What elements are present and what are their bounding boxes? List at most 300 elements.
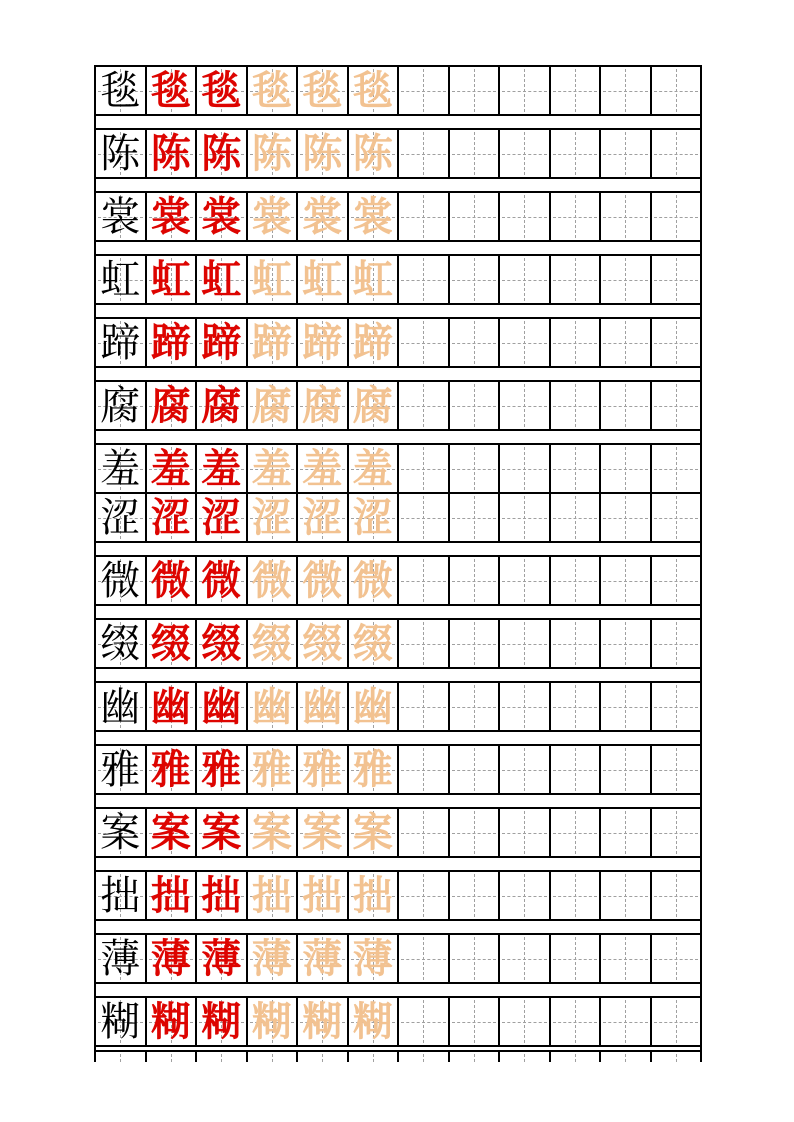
practice-cell-empty — [601, 998, 650, 1045]
practice-cell-empty — [551, 620, 600, 667]
practice-cell-empty — [652, 256, 701, 303]
practice-cell-empty — [601, 256, 650, 303]
practice-cell-model — [96, 67, 145, 114]
practice-cell-copy — [147, 872, 196, 919]
character-glyph-copy: 蹄 — [201, 319, 242, 365]
practice-cell-copy — [197, 809, 246, 856]
practice-cell-empty — [601, 809, 650, 856]
practice-cell-empty — [601, 193, 650, 240]
practice-row — [96, 67, 700, 114]
character-glyph-model: 裳 — [100, 193, 141, 239]
practice-cell-trace — [298, 494, 347, 541]
practice-cell-empty — [500, 319, 549, 366]
character-glyph-trace: 缀 — [251, 620, 292, 666]
practice-cell-empty — [399, 935, 448, 982]
row-separator-band — [96, 606, 700, 618]
character-glyph-copy: 毯 — [201, 67, 242, 113]
practice-cell-empty — [601, 1052, 650, 1062]
practice-cell-empty — [399, 809, 448, 856]
row-separator-band — [96, 116, 700, 128]
character-glyph-copy: 幽 — [201, 683, 242, 729]
character-glyph-copy: 幽 — [150, 683, 191, 729]
practice-cell-empty — [551, 319, 600, 366]
practice-cell-model — [96, 620, 145, 667]
character-glyph-copy: 雅 — [150, 746, 191, 792]
character-glyph-trace: 陈 — [352, 130, 393, 176]
row-separator-band — [96, 368, 700, 380]
character-glyph-trace: 裳 — [352, 193, 393, 239]
practice-cell-copy — [147, 935, 196, 982]
practice-cell-trace — [248, 445, 297, 492]
practice-cell-trace — [248, 256, 297, 303]
practice-cell-empty — [399, 67, 448, 114]
practice-cell-empty — [147, 1052, 196, 1062]
practice-cell-empty — [500, 620, 549, 667]
practice-cell-model — [96, 193, 145, 240]
practice-cell-model — [96, 935, 145, 982]
practice-cell-copy — [197, 130, 246, 177]
practice-cell-empty — [551, 256, 600, 303]
practice-cell-trace — [298, 872, 347, 919]
character-glyph-trace: 案 — [302, 809, 343, 855]
practice-cell-copy — [147, 620, 196, 667]
practice-cell-empty — [601, 382, 650, 429]
practice-row — [96, 935, 700, 982]
character-glyph-trace: 虹 — [251, 256, 292, 302]
character-glyph-trace: 拙 — [352, 872, 393, 918]
practice-cell-empty — [601, 67, 650, 114]
practice-cell-copy — [197, 319, 246, 366]
practice-cell-empty — [450, 935, 499, 982]
character-glyph-copy: 腐 — [201, 382, 242, 428]
practice-cell-trace — [298, 445, 347, 492]
practice-cell-copy — [147, 130, 196, 177]
character-glyph-trace: 雅 — [302, 746, 343, 792]
practice-cell-empty — [399, 683, 448, 730]
practice-cell-trace — [349, 445, 398, 492]
character-glyph-copy: 裳 — [201, 193, 242, 239]
practice-cell-copy — [147, 809, 196, 856]
practice-cell-copy — [197, 67, 246, 114]
practice-cell-model — [96, 256, 145, 303]
practice-cell-trace — [298, 620, 347, 667]
practice-cell-empty — [551, 683, 600, 730]
practice-cell-empty — [500, 382, 549, 429]
practice-cell-empty — [551, 382, 600, 429]
practice-cell-empty — [652, 494, 701, 541]
character-glyph-copy: 微 — [201, 557, 242, 603]
practice-cell-empty — [601, 557, 650, 604]
practice-cell-model — [96, 872, 145, 919]
practice-cell-trace — [248, 130, 297, 177]
practice-cell-trace — [298, 809, 347, 856]
character-glyph-model: 案 — [100, 809, 141, 855]
practice-cell-copy — [147, 256, 196, 303]
character-glyph-copy: 薄 — [201, 935, 242, 981]
character-glyph-model: 虹 — [100, 256, 141, 302]
row-separator-band — [96, 732, 700, 744]
practice-row — [96, 620, 700, 667]
character-glyph-copy: 涩 — [201, 494, 242, 540]
character-glyph-copy: 涩 — [150, 494, 191, 540]
practice-cell-empty — [601, 494, 650, 541]
character-glyph-trace: 虹 — [352, 256, 393, 302]
practice-cell-copy — [197, 193, 246, 240]
practice-cell-copy — [147, 319, 196, 366]
practice-cell-empty — [652, 445, 701, 492]
practice-cell-empty — [500, 193, 549, 240]
practice-cell-trace — [248, 494, 297, 541]
practice-cell-copy — [197, 935, 246, 982]
practice-cell-trace — [298, 683, 347, 730]
practice-cell-empty — [450, 998, 499, 1045]
practice-cell-empty — [601, 620, 650, 667]
practice-cell-copy — [197, 872, 246, 919]
practice-cell-empty — [652, 557, 701, 604]
practice-cell-trace — [248, 193, 297, 240]
row-separator-band — [96, 669, 700, 681]
practice-cell-trace — [248, 872, 297, 919]
practice-cell-model — [96, 319, 145, 366]
character-glyph-copy: 蹄 — [150, 319, 191, 365]
character-glyph-model: 糊 — [100, 998, 141, 1044]
character-glyph-trace: 微 — [302, 557, 343, 603]
character-glyph-trace: 薄 — [352, 935, 393, 981]
character-glyph-trace: 涩 — [302, 494, 343, 540]
practice-cell-trace — [349, 809, 398, 856]
row-separator-band — [96, 305, 700, 317]
practice-cell-empty — [450, 445, 499, 492]
practice-cell-trace — [349, 935, 398, 982]
practice-cell-empty — [551, 494, 600, 541]
row-separator-band — [96, 242, 700, 254]
practice-cell-empty — [601, 872, 650, 919]
character-glyph-copy: 毯 — [150, 67, 191, 113]
practice-cell-trace — [349, 998, 398, 1045]
character-glyph-model: 陈 — [100, 130, 141, 176]
character-glyph-trace: 幽 — [251, 683, 292, 729]
character-glyph-trace: 蹄 — [302, 319, 343, 365]
practice-row — [96, 998, 700, 1045]
practice-cell-copy — [197, 445, 246, 492]
character-glyph-trace: 毯 — [302, 67, 343, 113]
character-glyph-copy: 羞 — [201, 445, 242, 491]
practice-cell-copy — [147, 998, 196, 1045]
character-glyph-copy: 拙 — [150, 872, 191, 918]
character-glyph-trace: 羞 — [251, 445, 292, 491]
practice-cell-empty — [551, 130, 600, 177]
practice-cell-trace — [248, 935, 297, 982]
practice-cell-empty — [399, 746, 448, 793]
character-glyph-copy: 雅 — [201, 746, 242, 792]
practice-cell-empty — [450, 1052, 499, 1062]
practice-cell-empty — [399, 872, 448, 919]
character-glyph-copy: 缀 — [201, 620, 242, 666]
practice-row — [96, 319, 700, 366]
row-separator-band — [96, 543, 700, 555]
character-glyph-trace: 拙 — [302, 872, 343, 918]
practice-cell-empty — [500, 683, 549, 730]
practice-cell-trace — [248, 809, 297, 856]
practice-cell-empty — [652, 620, 701, 667]
practice-cell-empty — [551, 1052, 600, 1062]
character-glyph-copy: 薄 — [150, 935, 191, 981]
practice-cell-empty — [500, 998, 549, 1045]
character-glyph-trace: 幽 — [302, 683, 343, 729]
character-glyph-trace: 毯 — [251, 67, 292, 113]
character-glyph-copy: 裳 — [150, 193, 191, 239]
practice-cell-trace — [349, 130, 398, 177]
practice-cell-empty — [500, 935, 549, 982]
character-glyph-model: 薄 — [100, 935, 141, 981]
practice-cell-empty — [551, 193, 600, 240]
practice-cell-trace — [248, 683, 297, 730]
practice-row — [96, 557, 700, 604]
practice-cell-trace — [349, 494, 398, 541]
practice-cell-empty — [450, 67, 499, 114]
row-separator-band — [96, 179, 700, 191]
practice-cell-empty — [601, 445, 650, 492]
practice-cell-empty — [298, 1052, 347, 1062]
character-glyph-copy: 缀 — [150, 620, 191, 666]
practice-cell-empty — [652, 872, 701, 919]
practice-cell-model — [96, 809, 145, 856]
character-glyph-trace: 缀 — [302, 620, 343, 666]
practice-cell-empty — [601, 319, 650, 366]
practice-cell-copy — [197, 998, 246, 1045]
character-glyph-copy: 虹 — [150, 256, 191, 302]
character-glyph-trace: 腐 — [251, 382, 292, 428]
practice-cell-empty — [450, 130, 499, 177]
practice-cell-trace — [349, 683, 398, 730]
practice-cell-empty — [601, 130, 650, 177]
practice-cell-trace — [298, 746, 347, 793]
practice-row — [96, 809, 700, 856]
character-glyph-trace: 雅 — [352, 746, 393, 792]
practice-grid — [94, 65, 702, 1062]
practice-cell-empty — [248, 1052, 297, 1062]
character-glyph-model: 腐 — [100, 382, 141, 428]
practice-cell-empty — [652, 683, 701, 730]
practice-row — [96, 193, 700, 240]
practice-cell-trace — [349, 67, 398, 114]
practice-cell-empty — [652, 193, 701, 240]
character-glyph-trace: 陈 — [251, 130, 292, 176]
character-glyph-trace: 薄 — [251, 935, 292, 981]
practice-cell-empty — [197, 1052, 246, 1062]
character-glyph-copy: 案 — [201, 809, 242, 855]
practice-cell-model — [96, 683, 145, 730]
practice-cell-empty — [551, 872, 600, 919]
practice-row — [96, 494, 700, 541]
character-glyph-trace: 涩 — [352, 494, 393, 540]
character-glyph-copy: 微 — [150, 557, 191, 603]
practice-cell-copy — [197, 382, 246, 429]
practice-cell-empty — [601, 746, 650, 793]
practice-cell-empty — [652, 130, 701, 177]
practice-cell-copy — [147, 445, 196, 492]
practice-cell-copy — [147, 382, 196, 429]
character-glyph-model: 羞 — [100, 445, 141, 491]
row-separator-band — [96, 858, 700, 870]
practice-cell-trace — [298, 193, 347, 240]
character-glyph-model: 微 — [100, 557, 141, 603]
character-glyph-copy: 拙 — [201, 872, 242, 918]
character-glyph-trace: 幽 — [352, 683, 393, 729]
practice-cell-copy — [197, 557, 246, 604]
practice-cell-empty — [450, 193, 499, 240]
practice-sheet — [94, 65, 702, 1062]
practice-row — [96, 256, 700, 303]
practice-cell-empty — [450, 382, 499, 429]
practice-cell-empty — [450, 809, 499, 856]
character-glyph-copy: 陈 — [150, 130, 191, 176]
practice-cell-trace — [248, 319, 297, 366]
practice-cell-empty — [450, 557, 499, 604]
practice-cell-copy — [147, 746, 196, 793]
practice-cell-copy — [197, 620, 246, 667]
practice-cell-empty — [500, 872, 549, 919]
practice-cell-empty — [652, 1052, 701, 1062]
practice-cell-empty — [652, 382, 701, 429]
practice-cell-empty — [96, 1052, 145, 1062]
practice-cell-trace — [248, 67, 297, 114]
character-glyph-trace: 裳 — [302, 193, 343, 239]
practice-cell-empty — [500, 445, 549, 492]
practice-cell-empty — [551, 445, 600, 492]
practice-cell-empty — [500, 1052, 549, 1062]
practice-cell-trace — [298, 319, 347, 366]
character-glyph-trace: 毯 — [352, 67, 393, 113]
practice-cell-empty — [450, 494, 499, 541]
practice-cell-empty — [652, 998, 701, 1045]
practice-cell-copy — [147, 494, 196, 541]
practice-cell-empty — [450, 683, 499, 730]
practice-row — [96, 683, 700, 730]
character-glyph-trace: 裳 — [251, 193, 292, 239]
practice-cell-model — [96, 130, 145, 177]
row-separator-band — [96, 795, 700, 807]
practice-cell-empty — [399, 445, 448, 492]
practice-cell-copy — [147, 557, 196, 604]
practice-cell-trace — [349, 620, 398, 667]
character-glyph-copy: 腐 — [150, 382, 191, 428]
practice-cell-empty — [450, 746, 499, 793]
character-glyph-model: 幽 — [100, 683, 141, 729]
practice-cell-trace — [298, 557, 347, 604]
practice-row — [96, 872, 700, 919]
practice-cell-trace — [349, 557, 398, 604]
practice-cell-trace — [298, 382, 347, 429]
practice-cell-model — [96, 494, 145, 541]
practice-row — [96, 746, 700, 793]
character-glyph-model: 缀 — [100, 620, 141, 666]
row-separator-band — [96, 984, 700, 996]
practice-cell-trace — [349, 256, 398, 303]
practice-cell-copy — [147, 683, 196, 730]
practice-row — [96, 382, 700, 429]
practice-cell-copy — [197, 683, 246, 730]
character-glyph-copy: 糊 — [150, 998, 191, 1044]
practice-cell-empty — [450, 256, 499, 303]
character-glyph-trace: 薄 — [302, 935, 343, 981]
practice-cell-empty — [500, 256, 549, 303]
practice-cell-empty — [450, 319, 499, 366]
practice-cell-empty — [450, 620, 499, 667]
character-glyph-trace: 微 — [251, 557, 292, 603]
practice-cell-empty — [652, 809, 701, 856]
practice-cell-empty — [500, 494, 549, 541]
practice-cell-empty — [500, 130, 549, 177]
practice-cell-empty — [399, 620, 448, 667]
practice-cell-copy — [147, 193, 196, 240]
practice-cell-empty — [399, 557, 448, 604]
character-glyph-trace: 虹 — [302, 256, 343, 302]
practice-cell-empty — [551, 998, 600, 1045]
character-glyph-trace: 糊 — [251, 998, 292, 1044]
character-glyph-copy: 糊 — [201, 998, 242, 1044]
row-separator-band — [96, 1047, 700, 1050]
character-glyph-copy: 羞 — [150, 445, 191, 491]
practice-cell-empty — [652, 319, 701, 366]
character-glyph-model: 雅 — [100, 746, 141, 792]
practice-cell-empty — [551, 809, 600, 856]
character-glyph-trace: 羞 — [302, 445, 343, 491]
practice-cell-trace — [349, 746, 398, 793]
character-glyph-copy: 虹 — [201, 256, 242, 302]
character-glyph-model: 涩 — [100, 494, 141, 540]
practice-cell-empty — [399, 382, 448, 429]
practice-cell-model — [96, 382, 145, 429]
practice-cell-model — [96, 557, 145, 604]
practice-cell-empty — [652, 935, 701, 982]
practice-cell-copy — [197, 256, 246, 303]
practice-cell-empty — [399, 256, 448, 303]
practice-cell-empty — [450, 872, 499, 919]
practice-cell-empty — [601, 683, 650, 730]
practice-cell-copy — [197, 746, 246, 793]
practice-cell-empty — [399, 1052, 448, 1062]
practice-cell-empty — [399, 319, 448, 366]
practice-cell-model — [96, 998, 145, 1045]
character-glyph-trace: 微 — [352, 557, 393, 603]
practice-cell-trace — [349, 872, 398, 919]
practice-cell-copy — [197, 494, 246, 541]
practice-row — [96, 445, 700, 492]
character-glyph-trace: 糊 — [352, 998, 393, 1044]
practice-row — [96, 130, 700, 177]
character-glyph-trace: 案 — [251, 809, 292, 855]
character-glyph-trace: 雅 — [251, 746, 292, 792]
practice-cell-empty — [349, 1052, 398, 1062]
practice-cell-trace — [298, 67, 347, 114]
character-glyph-model: 拙 — [100, 872, 141, 918]
character-glyph-trace: 蹄 — [352, 319, 393, 365]
practice-cell-empty — [399, 998, 448, 1045]
practice-cell-empty — [551, 67, 600, 114]
practice-row-partial — [96, 1052, 700, 1062]
practice-cell-empty — [652, 746, 701, 793]
practice-cell-empty — [399, 130, 448, 177]
practice-cell-empty — [500, 746, 549, 793]
practice-cell-trace — [298, 130, 347, 177]
practice-cell-trace — [248, 746, 297, 793]
practice-cell-trace — [248, 998, 297, 1045]
practice-cell-model — [96, 746, 145, 793]
character-glyph-trace: 案 — [352, 809, 393, 855]
character-glyph-copy: 案 — [150, 809, 191, 855]
character-glyph-trace: 涩 — [251, 494, 292, 540]
